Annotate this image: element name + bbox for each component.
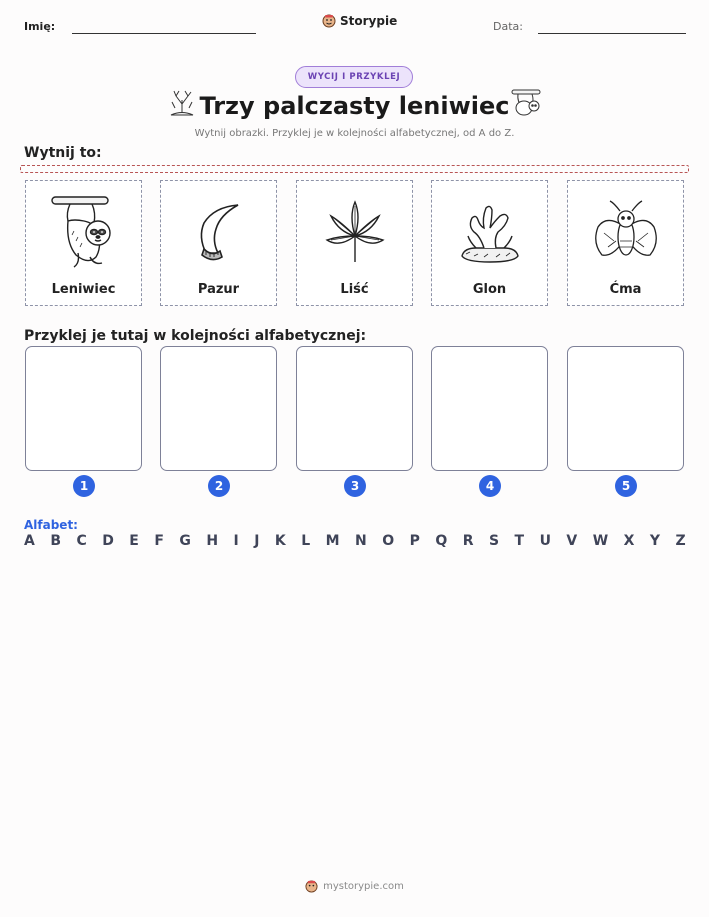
alphabet-letter: P bbox=[409, 533, 420, 549]
slot-number-1: 1 bbox=[73, 475, 95, 497]
alphabet-letter: J bbox=[254, 533, 260, 549]
alphabet-letter: U bbox=[539, 533, 551, 549]
cut-card-sloth[interactable] bbox=[25, 180, 142, 306]
name-label: Imię: bbox=[24, 20, 56, 33]
page-title: Trzy palczasty leniwiec bbox=[199, 92, 510, 120]
alphabet-letter: Z bbox=[675, 533, 686, 549]
cut-card-moth[interactable] bbox=[567, 180, 684, 306]
alphabet-letter: R bbox=[462, 533, 474, 549]
claw-icon bbox=[184, 197, 254, 267]
alphabet-letter: F bbox=[154, 533, 164, 549]
brand-logo bbox=[322, 14, 397, 28]
moth-icon bbox=[588, 197, 664, 267]
alphabet-letter: G bbox=[179, 533, 191, 549]
card-label: Liść bbox=[340, 282, 369, 297]
brand-name: Storypie bbox=[340, 14, 398, 28]
alphabet-letter: T bbox=[514, 533, 525, 549]
alphabet-letter: E bbox=[129, 533, 139, 549]
alphabet-letter: Q bbox=[435, 533, 448, 549]
slot-number-3: 3 bbox=[344, 475, 366, 497]
sloth-icon bbox=[44, 191, 124, 273]
alphabet-letter: K bbox=[274, 533, 286, 549]
date-field[interactable] bbox=[538, 33, 686, 34]
cut-card-leaf[interactable] bbox=[296, 180, 413, 306]
cut-card-claw[interactable] bbox=[160, 180, 277, 306]
cut-card-algae[interactable] bbox=[431, 180, 548, 306]
card-label: Leniwiec bbox=[51, 282, 116, 297]
paste-slot-2[interactable] bbox=[160, 346, 277, 471]
name-field[interactable] bbox=[72, 33, 256, 34]
alphabet-letter: C bbox=[76, 533, 87, 549]
paste-slot-1[interactable] bbox=[25, 346, 142, 471]
paste-slot-4[interactable] bbox=[431, 346, 548, 471]
algae-icon bbox=[454, 196, 526, 268]
alphabet-letter: B bbox=[50, 533, 61, 549]
alphabet-label: Alfabet: bbox=[24, 518, 78, 532]
alphabet-letter: N bbox=[355, 533, 367, 549]
storypie-logo-icon bbox=[305, 880, 318, 893]
footer bbox=[0, 880, 709, 893]
slot-number-2: 2 bbox=[208, 475, 230, 497]
instructions-text: Wytnij obrazki. Przyklej je w kolejności alfabetycznej, od A do Z. bbox=[194, 128, 515, 139]
slot-number-5: 5 bbox=[615, 475, 637, 497]
alphabet-letter: I bbox=[233, 533, 239, 549]
footer-url[interactable]: mystorypie.com bbox=[323, 881, 404, 892]
activity-badge: WYCIJ I PRZYKLEJ bbox=[295, 66, 413, 88]
alphabet-letter: L bbox=[301, 533, 311, 549]
alphabet-letter: H bbox=[206, 533, 219, 549]
slot-number-4: 4 bbox=[479, 475, 501, 497]
alphabet-letter: Y bbox=[649, 533, 661, 549]
paste-slot-3[interactable] bbox=[296, 346, 413, 471]
card-label: Ćma bbox=[609, 282, 642, 297]
alphabet-letter: A bbox=[24, 533, 35, 549]
alphabet-letter: W bbox=[592, 533, 609, 549]
storypie-logo-icon bbox=[322, 14, 336, 28]
alphabet-letter: V bbox=[566, 533, 578, 549]
alphabet-letter: O bbox=[382, 533, 395, 549]
date-label: Data: bbox=[493, 20, 523, 33]
alphabet-letter: S bbox=[488, 533, 500, 549]
card-label: Glon bbox=[472, 282, 507, 297]
alphabet-letter: X bbox=[623, 533, 635, 549]
cut-line bbox=[20, 165, 689, 173]
leaf-icon bbox=[319, 196, 391, 268]
paste-section-label: Przyklej je tutaj w kolejności alfabetycznej: bbox=[24, 328, 367, 344]
cut-section-label: Wytnij to: bbox=[24, 145, 102, 161]
alphabet-letter: D bbox=[102, 533, 114, 549]
paste-slot-5[interactable] bbox=[567, 346, 684, 471]
alphabet-row bbox=[24, 533, 686, 549]
card-label: Pazur bbox=[197, 282, 240, 297]
alphabet-letter: M bbox=[325, 533, 340, 549]
